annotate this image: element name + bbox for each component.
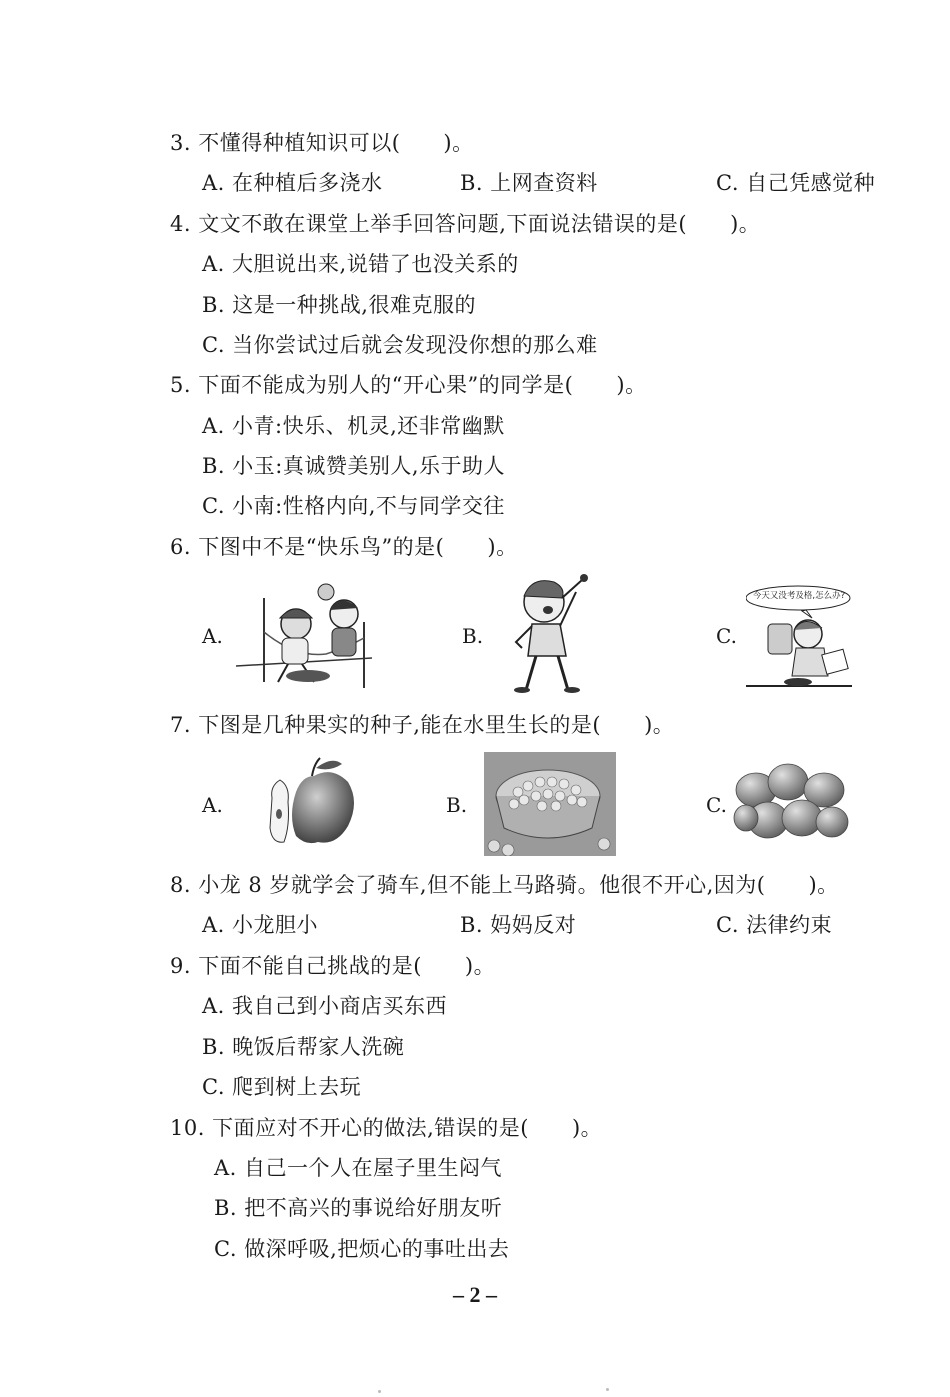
question-8-stem: 8. 小龙 8 岁就学会了骑车,但不能上马路骑。他很不开心,因为( )。 [170, 873, 839, 897]
question-8-option-c[interactable]: C. 法律约束 [716, 913, 833, 937]
question-8-option-a[interactable]: A. 小龙胆小 [202, 913, 319, 937]
question-3-option-a[interactable]: A. 在种植后多浇水 [202, 171, 383, 195]
question-8-option-b[interactable]: B. 妈妈反对 [460, 913, 577, 937]
page-number: – 2 – [453, 1282, 497, 1307]
question-10-option-b[interactable]: B. 把不高兴的事说给好朋友听 [214, 1196, 503, 1220]
question-6-stem: 6. 下图中不是“快乐鸟”的是( )。 [170, 535, 518, 559]
question-5-option-a[interactable]: A. 小青:快乐、机灵,还非常幽默 [202, 414, 505, 438]
question-9-option-b[interactable]: B. 晚饭后帮家人洗碗 [202, 1035, 405, 1059]
question-4-stem: 4. 文文不敢在课堂上举手回答问题,下面说法错误的是( )。 [170, 212, 761, 236]
question-9-option-c[interactable]: C. 爬到树上去玩 [202, 1075, 362, 1099]
question-10-option-c[interactable]: C. 做深呼吸,把烦心的事吐出去 [214, 1237, 510, 1261]
speech-bubble-text: 今天又没考及格,怎么办? [752, 591, 846, 601]
question-7-option-b[interactable]: B. [446, 793, 468, 817]
question-5-stem: 5. 下面不能成为别人的“开心果”的同学是( )。 [170, 373, 647, 397]
question-5-option-c[interactable]: C. 小南:性格内向,不与同学交往 [202, 494, 505, 518]
worried-student-picture[interactable] [746, 584, 852, 690]
question-9-stem: 9. 下面不能自己挑战的是( )。 [170, 954, 496, 978]
question-6-option-a[interactable]: A. [202, 624, 223, 648]
question-3-option-b[interactable]: B. 上网查资料 [460, 171, 598, 195]
question-6-option-c[interactable]: C. [716, 624, 737, 648]
lotus-seeds-bowl-picture[interactable] [484, 752, 616, 856]
question-7-option-a[interactable]: A. [202, 793, 223, 817]
question-4-option-c[interactable]: C. 当你尝试过后就会发现没你想的那么难 [202, 333, 598, 357]
question-4-option-a[interactable]: A. 大胆说出来,说错了也没关系的 [202, 252, 519, 276]
finish-line-kids-picture[interactable] [236, 578, 372, 690]
scan-speck [606, 1388, 609, 1391]
question-10-stem: 10. 下面应对不开心的做法,错误的是( )。 [170, 1116, 603, 1140]
apple-picture[interactable] [262, 756, 358, 852]
question-7-option-c[interactable]: C. [706, 793, 727, 817]
question-3-option-c[interactable]: C. 自己凭感觉种 [716, 171, 876, 195]
question-5-option-b[interactable]: B. 小玉:真诚赞美别人,乐于助人 [202, 454, 506, 478]
question-7-stem: 7. 下图是几种果实的种子,能在水里生长的是( )。 [170, 713, 675, 737]
boy-singing-picture[interactable] [502, 572, 600, 694]
question-3-stem: 3. 不懂得种植知识可以( )。 [170, 131, 474, 155]
question-6-option-b[interactable]: B. [462, 624, 484, 648]
scan-speck [378, 1390, 381, 1393]
question-10-option-a[interactable]: A. 自己一个人在屋子里生闷气 [214, 1156, 503, 1180]
question-9-option-a[interactable]: A. 我自己到小商店买东西 [202, 994, 448, 1018]
fruit-cluster-picture[interactable] [732, 760, 850, 848]
question-4-option-b[interactable]: B. 这是一种挑战,很难克服的 [202, 293, 476, 317]
